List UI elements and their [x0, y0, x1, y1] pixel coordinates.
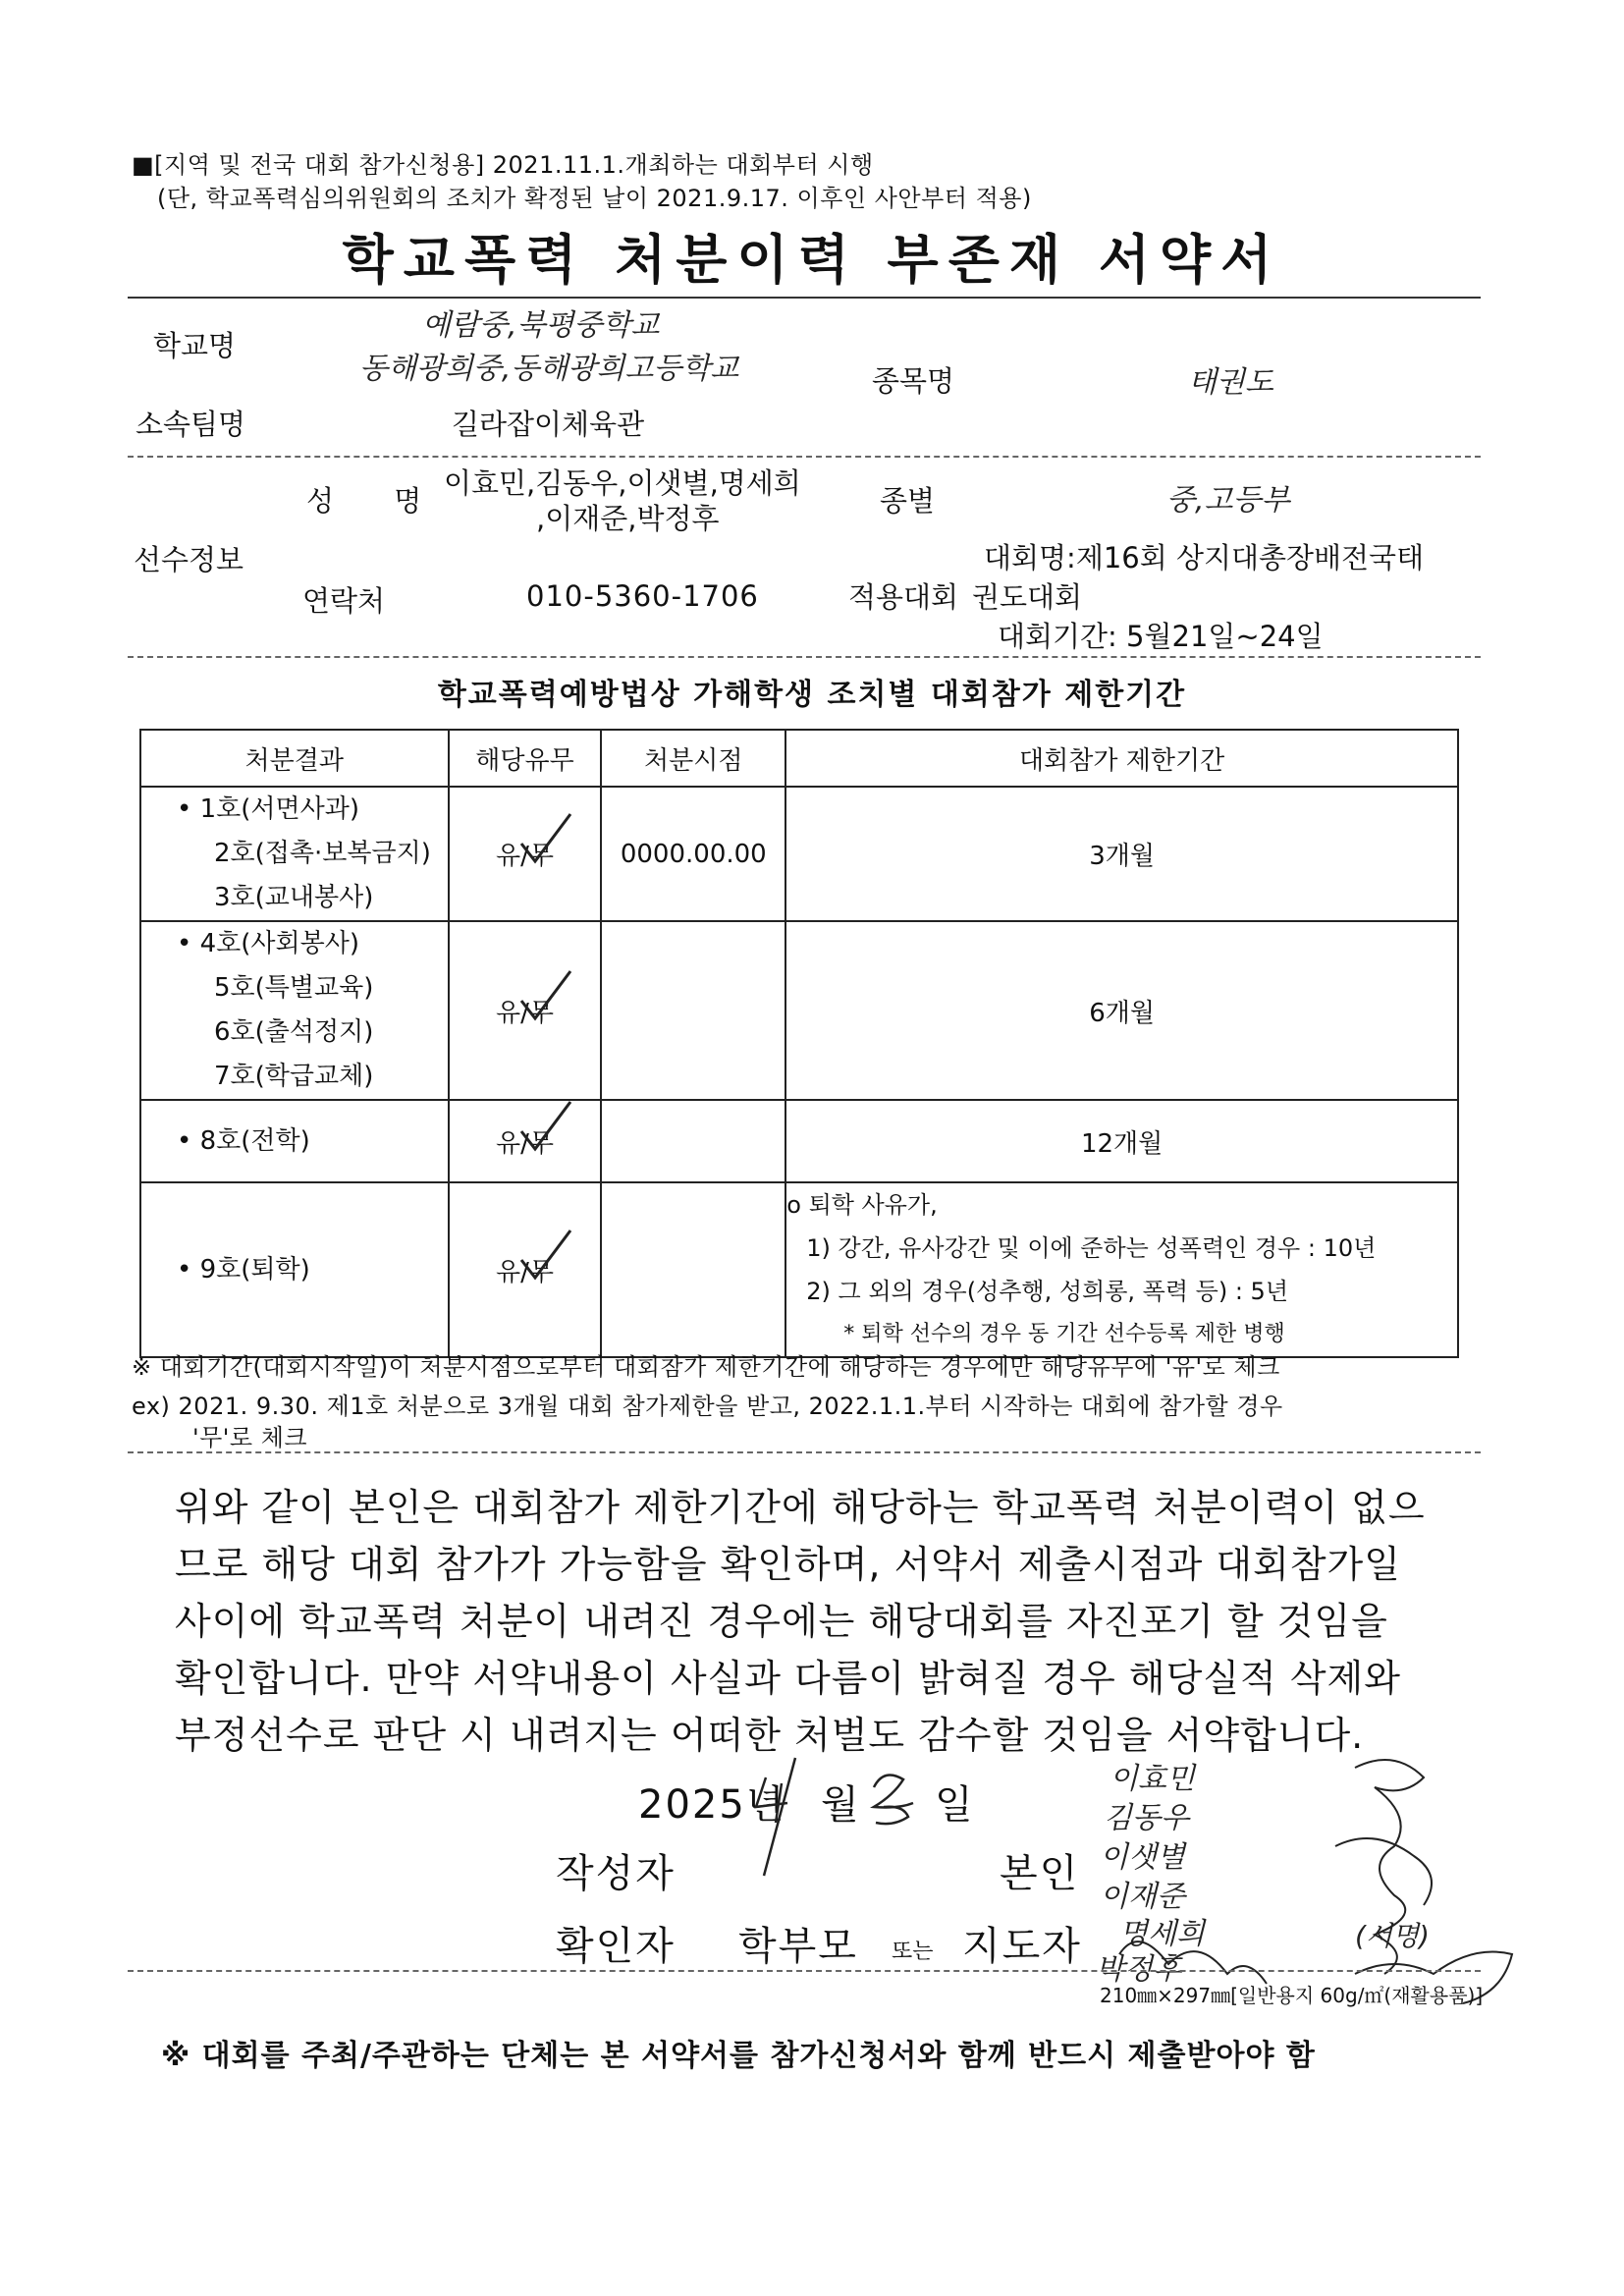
- period-cell: 6개월: [785, 921, 1458, 1100]
- pledge-line: 위와 같이 본인은 대회참가 제한기간에 해당하는 학교폭력 처분이력이 없으: [175, 1486, 1426, 1529]
- header-applicable: 해당유무: [449, 730, 602, 787]
- name-value-1: 이효민,김동우,이샛별,명세희: [444, 466, 801, 500]
- yn-label: 유/무: [495, 998, 554, 1028]
- yn-cell[interactable]: [449, 1100, 602, 1182]
- signature-name: 이샛별: [1100, 1840, 1185, 1875]
- date-cell: [601, 921, 785, 1100]
- header-note-2: (단, 학교폭력심의위원회의 조치가 확정된 날이 2021.9.17. 이후인 사안부터 적용): [157, 185, 1032, 212]
- pledge-line: 사이에 학교폭력 처분이 내려진 경우에는 해당대회를 자진포기 할 것임을: [175, 1600, 1388, 1643]
- pledge-line: 므로 해당 대회 참가가 가능함을 확인하며, 서약서 제출시점과 대회참가일: [175, 1543, 1401, 1586]
- applied-competition-label: 적용대회: [848, 580, 959, 614]
- header-period: 대회참가 제한기간: [785, 730, 1458, 787]
- expulsion-item-3: * 퇴학 선수의 경우 동 기간 선수등록 제한 병행: [843, 1322, 1285, 1346]
- date-cell: [601, 1100, 785, 1182]
- table-row: [140, 787, 1458, 921]
- check-mark-icon: [515, 1098, 574, 1157]
- date-cell: 0000.00.00: [601, 787, 785, 921]
- yn-label: 유/무: [495, 1257, 554, 1287]
- note-1: ※ 대회기간(대회시작일)이 처분시점으로부터 대회참가 제한기간에 해당하는 경우에만 해당유무에 '유'로 체크: [132, 1353, 1280, 1381]
- measure-item: • 8호(전학): [177, 1125, 310, 1156]
- pledge-text: [175, 1479, 1451, 1764]
- date-day-suffix: 일: [935, 1782, 975, 1828]
- expulsion-item-1: 1) 강간, 유사강간 및 이에 준하는 성폭력인 경우 : 10년: [806, 1234, 1377, 1262]
- yn-cell[interactable]: [449, 921, 602, 1100]
- competition-name-2: 권도대회: [972, 580, 1083, 614]
- pledge-line: 부정선수로 판단 시 내려지는 어떠한 처벌도 감수할 것임을 서약합니다.: [175, 1714, 1365, 1757]
- contact-value: 010-5360-1706: [526, 579, 759, 613]
- team-value: 길라잡이체육관: [452, 408, 645, 441]
- measure-item: • 4호(사회봉사): [177, 929, 360, 958]
- measure-item: • 9호(퇴학): [177, 1254, 310, 1285]
- check-mark-icon: [515, 967, 574, 1026]
- event-label: 종목명: [872, 364, 955, 398]
- table-header-row: [140, 730, 1458, 787]
- signature-name: 박정후: [1096, 1952, 1181, 1987]
- school-value-2: 동해광희중,동해광희고등학교: [359, 352, 739, 386]
- expulsion-head: o 퇴학 사유가,: [786, 1191, 938, 1219]
- contact-label: 연락처: [302, 584, 386, 618]
- yn-label: 유/무: [495, 842, 554, 871]
- competition-period: 대회기간: 5월21일~24일: [998, 620, 1324, 653]
- measure-item: • 1호(서면사과): [177, 794, 360, 824]
- info-divider-2: [128, 656, 1481, 658]
- date-year: 2025년: [638, 1782, 786, 1828]
- player-info-label: 선수정보: [134, 543, 244, 576]
- pledge-line: 확인합니다. 만약 서약내용이 사실과 다름이 밝혀질 경우 해당실적 삭제와: [175, 1657, 1401, 1700]
- or-label: 또는: [892, 1940, 934, 1964]
- measure-cell: [140, 1100, 449, 1182]
- measure-item: 7호(학급교체): [214, 1062, 374, 1091]
- header-note-1: ■[지역 및 전국 대회 참가신청용] 2021.11.1.개최하는 대회부터 시행: [132, 151, 874, 179]
- event-value: 태권도: [1188, 365, 1273, 400]
- note-2: ex) 2021. 9.30. 제1호 처분으로 3개월 대회 참가제한을 받고, 2022.1.1.부터 시작하는 대회에 참가할 경우: [132, 1393, 1283, 1420]
- signature-name: 김동우: [1104, 1801, 1189, 1835]
- paper-spec: 210㎜×297㎜[일반용지 60g/㎡(재활용품)]: [1100, 1984, 1484, 2007]
- header-measure: 처분결과: [140, 730, 449, 787]
- division-label: 종별: [880, 484, 936, 518]
- footer-note: ※ 대회를 주최/주관하는 단체는 본 서약서를 참가신청서와 함께 반드시 제출받아야 함: [161, 2039, 1316, 2073]
- signature-name: 이효민: [1110, 1762, 1195, 1796]
- restriction-table: [139, 729, 1459, 1358]
- parent-label: 학부모: [738, 1924, 858, 1969]
- table-row: [140, 921, 1458, 1100]
- signature-name: 명세희: [1119, 1917, 1205, 1951]
- seal-label: (서명): [1355, 1920, 1430, 1952]
- signature-scribble-icon: [1100, 1728, 1532, 2023]
- name-value-2: ,이재준,박정후: [536, 502, 720, 535]
- restriction-subtitle: 학교폭력예방법상 가해학생 조치별 대회참가 제한기간: [437, 678, 1187, 712]
- note-3: '무'로 체크: [192, 1424, 308, 1451]
- expulsion-conditions-cell: [785, 1182, 1458, 1357]
- measure-item: 3호(교내봉사): [214, 883, 374, 912]
- measure-item: 2호(접촉·보복금지): [214, 839, 431, 868]
- bottom-divider: [128, 1970, 1481, 1972]
- self-label: 본인: [1000, 1851, 1080, 1896]
- notes-divider: [128, 1451, 1481, 1453]
- signature-name: 이재준: [1100, 1880, 1185, 1914]
- check-mark-icon: [515, 810, 574, 869]
- name-label: 성 명: [306, 484, 448, 518]
- handwritten-date-icon: [727, 1738, 962, 1886]
- measure-item: 5호(특별교육): [214, 973, 374, 1003]
- yn-cell[interactable]: [449, 787, 602, 921]
- school-label: 학교명: [153, 329, 237, 362]
- info-top-rule: [128, 297, 1481, 299]
- measure-cell: [140, 1182, 449, 1357]
- measure-cell: [140, 787, 449, 921]
- competition-name-1: 대회명:제16회 상지대총장배전국태: [984, 541, 1425, 574]
- table-row: [140, 1100, 1458, 1182]
- date-cell: [601, 1182, 785, 1357]
- header-date: 처분시점: [601, 730, 785, 787]
- check-mark-icon: [515, 1227, 574, 1285]
- school-value-1: 예람중,북평중학교: [422, 308, 660, 343]
- measure-cell: [140, 921, 449, 1100]
- period-cell: 3개월: [785, 787, 1458, 921]
- measure-item: 6호(출석정지): [214, 1017, 374, 1047]
- expulsion-item-2: 2) 그 외의 경우(성추행, 성희롱, 폭력 등) : 5년: [806, 1278, 1289, 1305]
- yn-label: 유/무: [495, 1128, 554, 1159]
- table-row: [140, 1182, 1458, 1357]
- division-value: 중,고등부: [1166, 483, 1290, 518]
- period-cell: 12개월: [785, 1100, 1458, 1182]
- info-divider-1: [128, 456, 1481, 458]
- writer-label: 작성자: [556, 1851, 676, 1896]
- team-label: 소속팀명: [135, 408, 246, 441]
- yn-cell[interactable]: [449, 1182, 602, 1357]
- coach-label: 지도자: [962, 1924, 1082, 1969]
- date-month-suffix: 월: [821, 1782, 861, 1828]
- document-title: 학교폭력 처분이력 부존재 서약서: [342, 229, 1282, 291]
- confirmer-label: 확인자: [556, 1924, 676, 1969]
